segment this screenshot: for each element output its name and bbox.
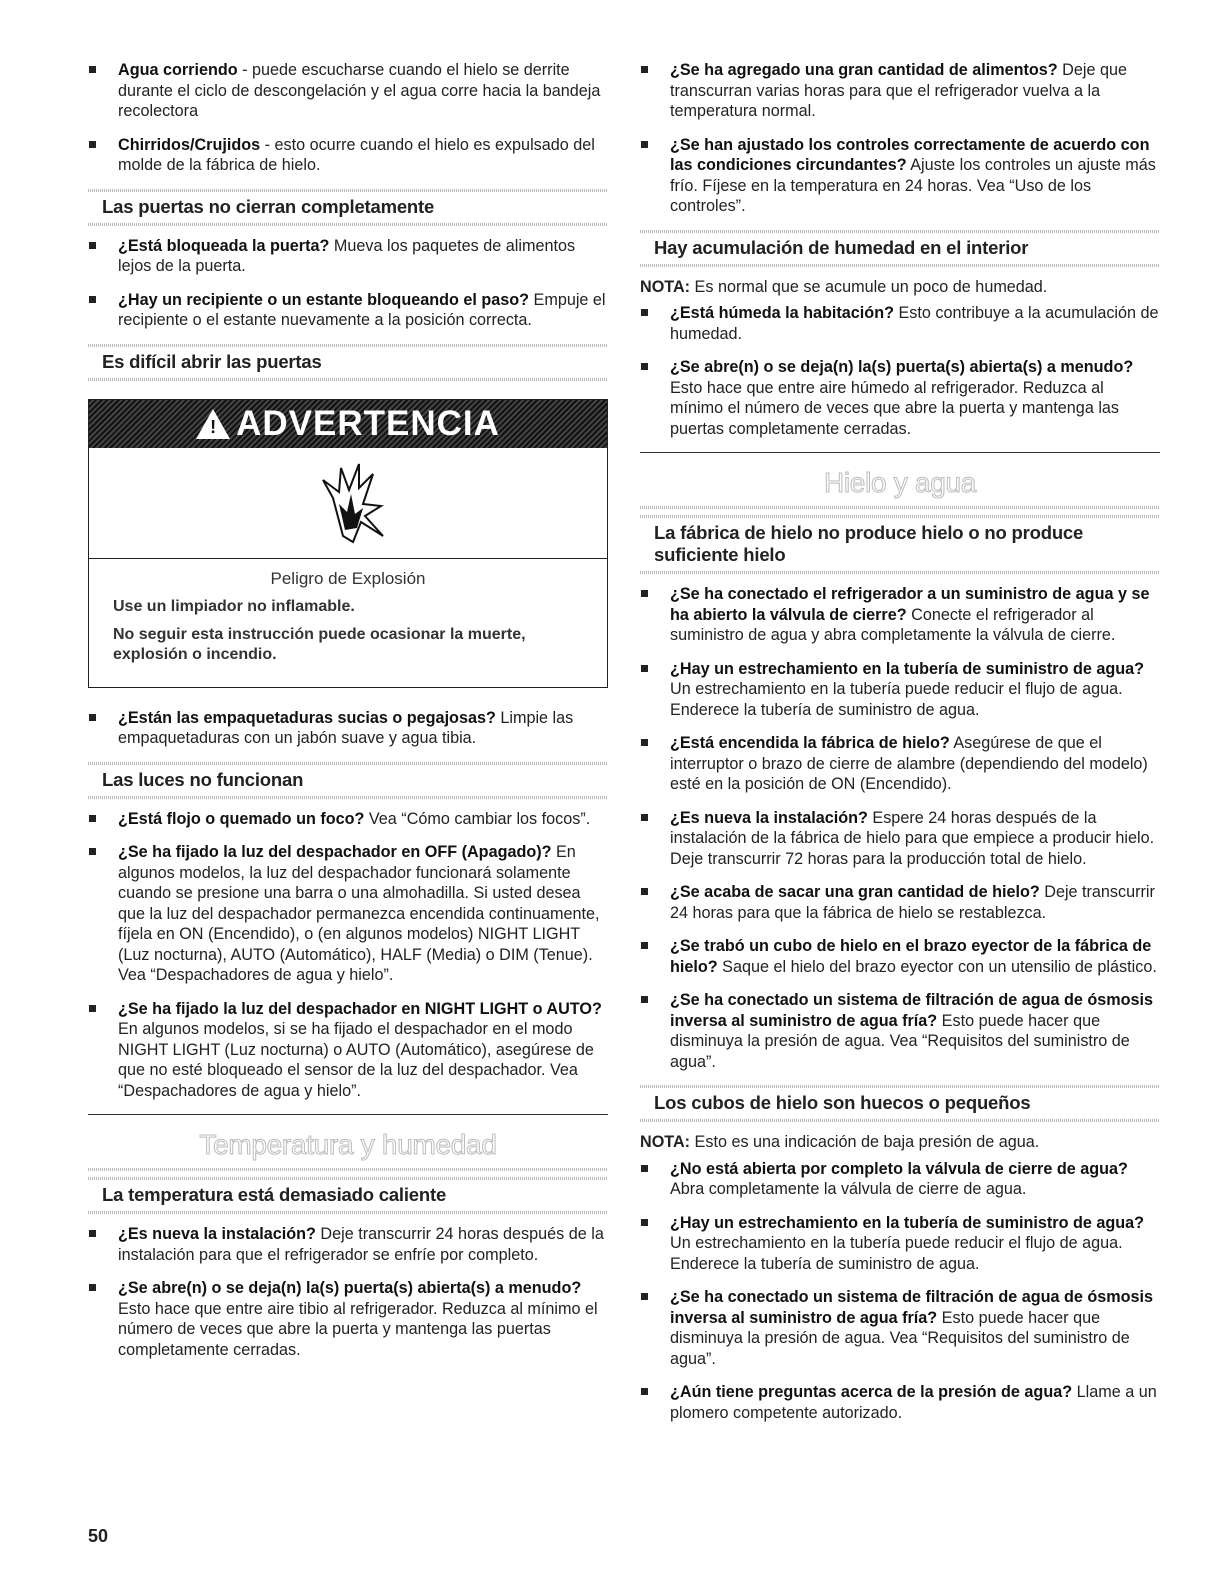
bullet-list [640, 584, 1160, 1072]
hazard-title: Peligro de Explosión [270, 568, 426, 588]
list-item: ¿Está flojo o quemado un foco? Vea “Cómo cambiar los focos”. [88, 809, 608, 830]
list-item: ¿Está húmeda la habitación? Esto contribuye a la acumulación de humedad. [640, 303, 1160, 344]
list-item: ¿Se trabó un cubo de hielo en el brazo eyector de la fábrica de hielo? Saque el hielo del brazo eyector con un utensilio de plástico. [640, 936, 1160, 977]
list-item: ¿No está abierta por completo la válvula de cierre de agua? Abra completamente la válvula de cierre de agua. [640, 1159, 1160, 1200]
warning-title: ADVERTENCIA [236, 403, 500, 443]
subheading: Es difícil abrir las puertas [88, 344, 608, 381]
warning-line: No seguir esta instrucción puede ocasionar la muerte, explosión o incendio. [113, 625, 526, 663]
warning-triangle-icon: ! [196, 409, 230, 439]
list-item: ¿Es nueva la instalación? Espere 24 horas después de la instalación de la fábrica de hielo para que empiece a producir hielo. Deje transcurrir 72 horas para la producción total de hielo. [640, 808, 1160, 870]
list-item: ¿Se acaba de sacar una gran cantidad de hielo? Deje transcurrir 24 horas para que la fábrica de hielo se restablezca. [640, 882, 1160, 923]
bullet-list [88, 1224, 608, 1360]
bullet-list [88, 809, 608, 1102]
warning-header [89, 400, 607, 448]
warning-line: Use un limpiador no inflamable. [113, 597, 355, 615]
section-title: Hielo y agua [640, 452, 1160, 509]
list-item: ¿Se ha conectado un sistema de filtración de agua de ósmosis inversa al suministro de agua fría? Esto puede hacer que disminuya la presión de agua. Vea “Requisitos del suministro de agua”. [640, 1287, 1160, 1369]
note: NOTA: Es normal que se acumule un poco de humedad. [640, 277, 1048, 296]
list-item: ¿Se ha agregado una gran cantidad de alimentos? Deje que transcurran varias horas para que el refrigerador vuelva a la temperatura normal. [640, 60, 1160, 122]
list-item: ¿Se ha fijado la luz del despachador en NIGHT LIGHT o AUTO? En algunos modelos, si se ha fijado el despachador en el modo NIGHT LIGHT (Luz nocturna) o AUTO (Automático), asegúrese de que no esté bloqueado el sensor de la luz del despachador. Vea “Despachadores de agua y hielo”. [88, 999, 608, 1102]
right-column [640, 60, 1160, 1436]
list-item: ¿Hay un recipiente o un estante bloqueando el paso? Empuje el recipiente o el estante nuevamente a la posición correcta. [88, 290, 608, 331]
list-item: Agua corriendo - puede escucharse cuando el hielo se derrite durante el ciclo de descongelación y el agua corre hacia la bandeja recolectora [88, 60, 608, 122]
bullet-list [88, 708, 608, 749]
explosion-icon [89, 448, 607, 559]
list-item: ¿Se ha conectado el refrigerador a un suministro de agua y se ha abierto la válvula de cierre? Conecte el refrigerador al suministro de agua y abra completamente la válvula de cierre. [640, 584, 1160, 646]
subheading: La temperatura está demasiado caliente [88, 1177, 608, 1214]
list-item: ¿Se abre(n) o se deja(n) la(s) puerta(s) abierta(s) a menudo? Esto hace que entre aire tibio al refrigerador. Reduzca al mínimo el número de veces que abre la puerta y mantenga las puertas completamente cerradas. [88, 1278, 608, 1360]
page-number: 50 [88, 1526, 109, 1546]
list-item: ¿Se abre(n) o se deja(n) la(s) puerta(s) abierta(s) a menudo? Esto hace que entre aire húmedo al refrigerador. Reduzca al mínimo el número de veces que abre la puerta y mantenga las puertas completamente cerradas. [640, 357, 1160, 439]
list-item: ¿Está encendida la fábrica de hielo? Asegúrese de que el interruptor o brazo de cierre de alambre (dependiendo del modelo) esté en la posición de ON (Encendido). [640, 733, 1160, 795]
subheading: Las puertas no cierran completamente [88, 189, 608, 226]
subheading: Los cubos de hielo son huecos o pequeños [640, 1085, 1160, 1122]
bullet-list [640, 303, 1160, 439]
bullet-list [88, 236, 608, 331]
list-item: ¿Hay un estrechamiento en la tubería de suministro de agua? Un estrechamiento en la tubería puede reducir el flujo de agua. Enderece la tubería de suministro de agua. [640, 1213, 1160, 1275]
list-item: ¿Hay un estrechamiento en la tubería de suministro de agua? Un estrechamiento en la tubería puede reducir el flujo de agua. Enderece la tubería de suministro de agua. [640, 659, 1160, 721]
left-column [88, 60, 608, 1373]
bullet-list [640, 1159, 1160, 1424]
note: NOTA: Esto es una indicación de baja presión de agua. [640, 1133, 1040, 1151]
bullet-list [640, 60, 1160, 217]
list-item: ¿Se ha fijado la luz del despachador en OFF (Apagado)? En algunos modelos, la luz del despachador funcionará solamente cuando se presione una barra o una almohadilla. Si usted desea que la luz del despachador permanezca encendida continuamente, fíjela en ON (Encendido), o (en algunos modelos) NIGHT LIGHT (Luz nocturna), AUTO (Automático), HALF (Media) o DIM (Tenue). Vea “Despachadores de agua y hielo”. [88, 842, 608, 986]
list-item: ¿Se han ajustado los controles correctamente de acuerdo con las condiciones circundantes? Ajuste los controles un ajuste más frío. Fíjese en la temperatura en 24 horas. Vea “Uso de los controles”. [640, 135, 1160, 217]
subheading: Las luces no funcionan [88, 762, 608, 799]
list-item: ¿Aún tiene preguntas acerca de la presión de agua? Llame a un plomero competente autorizado. [640, 1382, 1160, 1423]
list-item: ¿Se ha conectado un sistema de filtración de agua de ósmosis inversa al suministro de agua fría? Esto puede hacer que disminuya la presión de agua. Vea “Requisitos del suministro de agua”. [640, 990, 1160, 1072]
list-item: ¿Están las empaquetaduras sucias o pegajosas? Limpie las empaquetaduras con un jabón suave y agua tibia. [88, 708, 608, 749]
bullet-list [88, 60, 608, 176]
warning-box [88, 399, 608, 688]
subheading: La fábrica de hielo no produce hielo o no produce suficiente hielo [640, 515, 1160, 574]
list-item: ¿Es nueva la instalación? Deje transcurrir 24 horas después de la instalación para que el refrigerador se enfríe por completo. [88, 1224, 608, 1265]
list-item: ¿Está bloqueada la puerta? Mueva los paquetes de alimentos lejos de la puerta. [88, 236, 608, 277]
subheading: Hay acumulación de humedad en el interior [640, 230, 1160, 267]
list-item: Chirridos/Crujidos - esto ocurre cuando el hielo es expulsado del molde de la fábrica de hielo. [88, 135, 608, 176]
section-title: Temperatura y humedad [88, 1114, 608, 1171]
